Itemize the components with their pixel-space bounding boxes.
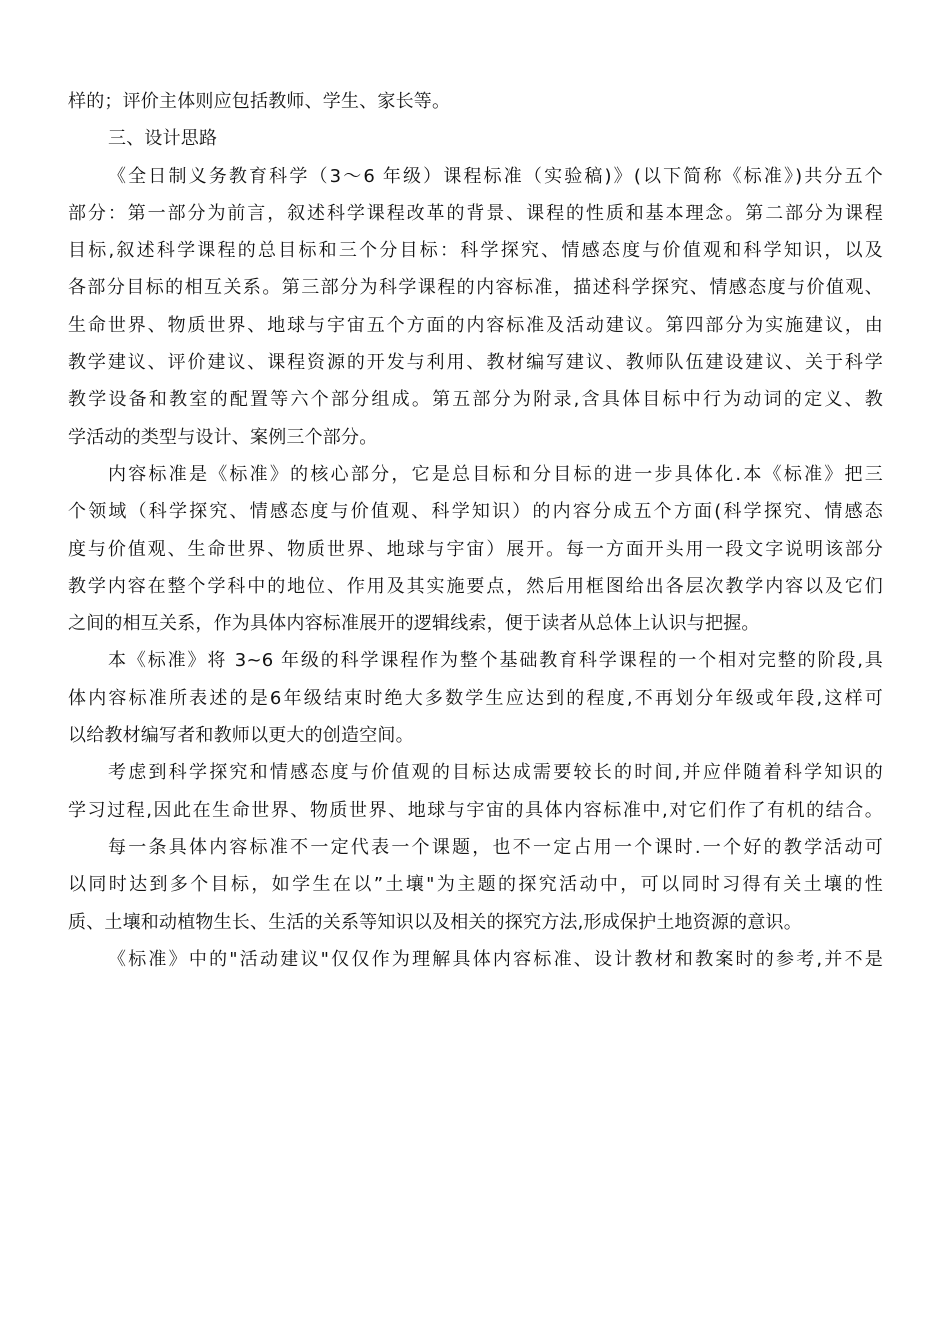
text-line: 样的；评价主体则应包括教师、学生、家长等。 <box>68 91 451 112</box>
text-line: 质、土壤和动植物生长、生活的关系等知识以及相关的探究方法,形成保护土地资源的意识。 <box>68 911 802 933</box>
text-line: 以给教材编写者和教师以更大的创造空间。 <box>68 725 414 747</box>
text-line: 学习过程,因此在生命世界、物质世界、地球与宇宙的具体内容标准中,对它们作了有机的结合。 <box>68 799 883 821</box>
text-line: 《全日制义务教育科学（3～6 年级）课程标准（实验稿)》(以下简称《标准》)共分五个 <box>108 165 883 187</box>
document-page <box>68 93 883 988</box>
text-line: 度与价值观、生命世界、物质世界、地球与宇宙）展开。每一方面开头用一段文字说明该部分 <box>68 538 883 560</box>
text-line: 每一条具体内容标准不一定代表一个课题，也不一定占用一个课时.一个好的教学活动可 <box>108 836 883 858</box>
text-line: 之间的相互关系，作为具体内容标准展开的逻辑线索，便于读者从总体上认识与把握。 <box>68 613 760 635</box>
text-line: 《标准》中的"活动建议"仅仅作为理解具体内容标准、设计教材和教案时的参考,并不是 <box>108 948 883 970</box>
text-line: 考虑到科学探究和情感态度与价值观的目标达成需要较长的时间,并应伴随着科学知识的 <box>108 762 883 784</box>
text-line: 部分：第一部分为前言，叙述科学课程改革的背景、课程的性质和基本理念。第二部分为课程 <box>68 202 883 224</box>
text-line: 内容标准是《标准》的核心部分，它是总目标和分目标的进一步具体化.本《标准》把三 <box>108 463 883 485</box>
text-line: 目标,叙述科学课程的总目标和三个分目标：科学探究、情感态度与价值观和科学知识，以及 <box>68 240 883 262</box>
text-line: 教学设备和教室的配置等六个部分组成。第五部分为附录,含具体目标中行为动词的定义、教 <box>68 389 883 411</box>
text-line: 教学建议、评价建议、课程资源的开发与利用、教材编写建议、教师队伍建设建议、关于科学 <box>68 352 883 374</box>
text-line: 教学内容在整个学科中的地位、作用及其实施要点，然后用框图给出各层次教学内容以及它们 <box>68 575 883 597</box>
text-line: 学活动的类型与设计、案例三个部分。 <box>68 426 378 448</box>
text-line: 本《标准》将 3~6 年级的科学课程作为整个基础教育科学课程的一个相对完整的阶段,具 <box>108 650 883 672</box>
text-line: 以同时达到多个目标，如学生在以”土壤"为主题的探究活动中，可以同时习得有关土壤的性 <box>68 874 883 896</box>
text-line: 个领域（科学探究、情感态度与价值观、科学知识）的内容分成五个方面(科学探究、情感态 <box>68 501 883 523</box>
text-line: 生命世界、物质世界、地球与宇宙五个方面的内容标准及活动建议。第四部分为实施建议，由 <box>68 314 883 336</box>
section-heading: 三、设计思路 <box>108 128 218 150</box>
text-line: 各部分目标的相互关系。第三部分为科学课程的内容标准，描述科学探究、情感态度与价值观、 <box>68 277 883 299</box>
text-line: 体内容标准所表述的是6年级结束时绝大多数学生应达到的程度,不再划分年级或年段,这样可 <box>68 687 883 709</box>
